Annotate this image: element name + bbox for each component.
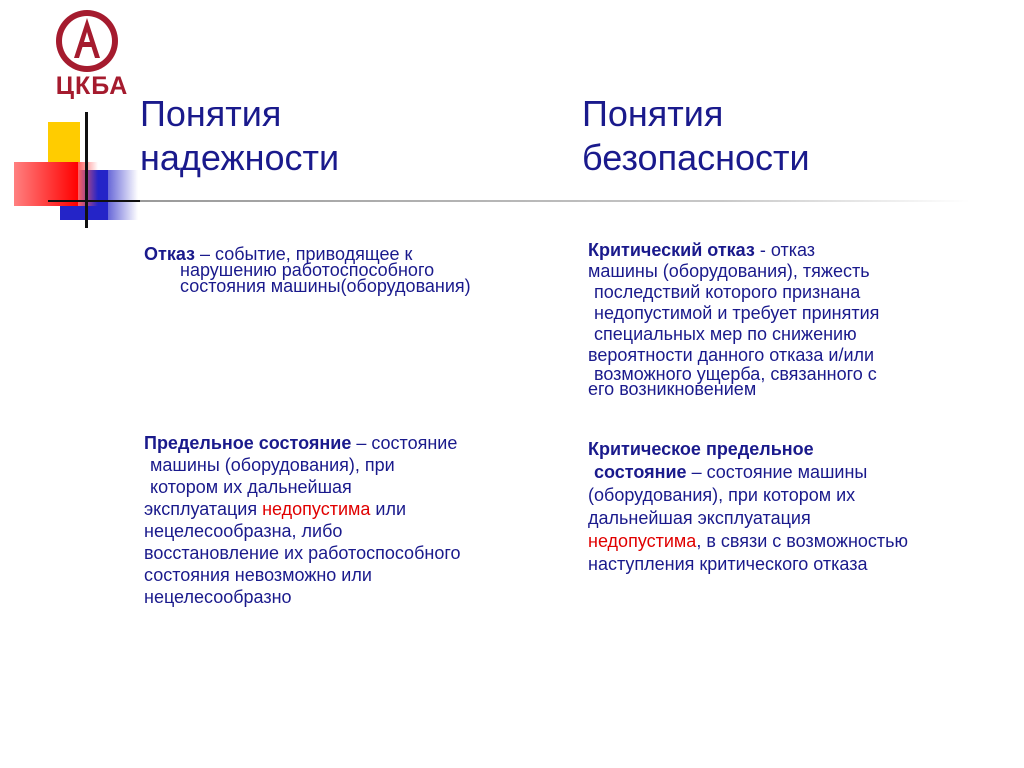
company-logo <box>40 10 140 106</box>
heading-reliability: Понятия надежности <box>140 93 340 178</box>
term-failure: Отказ <box>144 244 196 264</box>
definition-failure: Отказ – событие, приводящее к нарушению работоспособного состояния машины(оборудования) <box>144 244 471 296</box>
decor-yellow-square <box>48 122 80 164</box>
definition-critical-limit-state: Критическое предельное состояние – состояние машины (оборудования), при котором их дальнейшая эксплуатация недопустима, в связи с возможностью наступления критического отказа <box>588 439 909 574</box>
definition-limit-state: Предельное состояние – состояние машины (оборудования), при котором их дальнейшая эксплуатация недопустима или нецелесообразна, либо восстановление их работоспособного состояния невозможно или нецелесообразно <box>144 433 461 607</box>
logo-a-mark <box>56 10 118 72</box>
heading-safety: Понятия безопасности <box>582 93 810 178</box>
decor-vertical-line <box>85 112 88 228</box>
emphasis-unacceptable-critical: недопустима <box>588 531 697 551</box>
term-limit-state: Предельное состояние <box>144 433 352 453</box>
decor-horizontal-line <box>48 200 140 202</box>
title-divider <box>140 200 970 202</box>
term-critical-limit-state: Критическое предельное <box>588 439 814 459</box>
emphasis-unacceptable: недопустима <box>262 499 371 519</box>
logo-text: ЦКБА <box>55 72 129 100</box>
term-critical-failure: Критический отказ <box>588 240 755 260</box>
decor-blue-fade <box>108 170 138 220</box>
definition-critical-failure: Критический отказ - отказ машины (оборудования), тяжесть последствий которого признана недопустимой и требует принятия специальных мер по снижению вероятности данного отказа и/или возможного ущерба, связанного с его возникновением <box>588 240 880 399</box>
